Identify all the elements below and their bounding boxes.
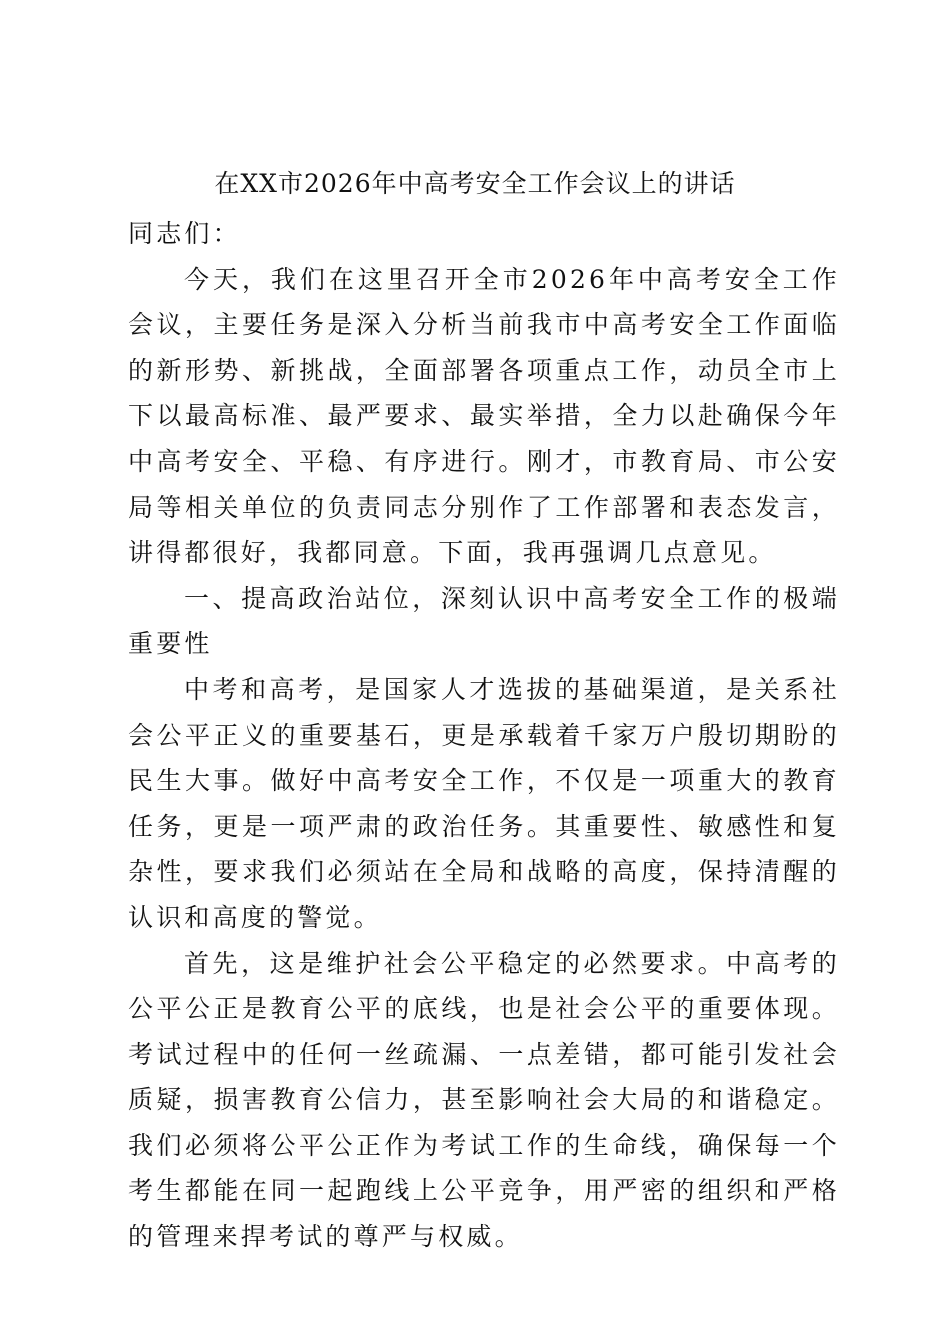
salutation: 同志们： [128, 219, 241, 248]
document-body [128, 211, 840, 1260]
document-title: 在XX市2026年中高考安全工作会议上的讲话 [214, 169, 736, 198]
paragraph-fairness: 首先，这是维护社会公平稳定的必然要求。中高考的公平公正是教育公平的底线，也是社会公平的重要体现。考试过程中的任何一丝疏漏、一点差错，都可能引发社会质疑，损害教育公信力，甚至影响社会大局的和谐稳定。我们必须将公平公正作为考试工作的生命线，确保每一个考生都能在同一起跑线上公平竞争，用严密的组织和严格的管理来捍考试的尊严与权威。 [128, 948, 840, 1252]
section-heading-1: 一、提高政治站位，深刻认识中高考安全工作的极端重要性 [128, 583, 840, 659]
paragraph-importance: 中考和高考，是国家人才选拔的基础渠道，是关系社会公平正义的重要基石，更是承载着千家万户殷切期盼的民生大事。做好中高考安全工作，不仅是一项重大的教育任务，更是一项严肃的政治任务。其重要性、敏感性和复杂性，要求我们必须站在全局和战略的高度，保持清醒的认识和高度的警觉。 [128, 674, 840, 932]
paragraph-opening: 今天，我们在这里召开全市2026年中高考安全工作会议，主要任务是深入分析当前我市中高考安全工作面临的新形势、新挑战，全面部署各项重点工作，动员全市上下以最高标准、最严要求、最实举措，全力以赴确保今年中高考安全、平稳、有序进行。刚才，市教育局、市公安局等相关单位的负责同志分别作了工作部署和表态发言，讲得都很好，我都同意。下面，我再强调几点意见。 [128, 264, 840, 568]
